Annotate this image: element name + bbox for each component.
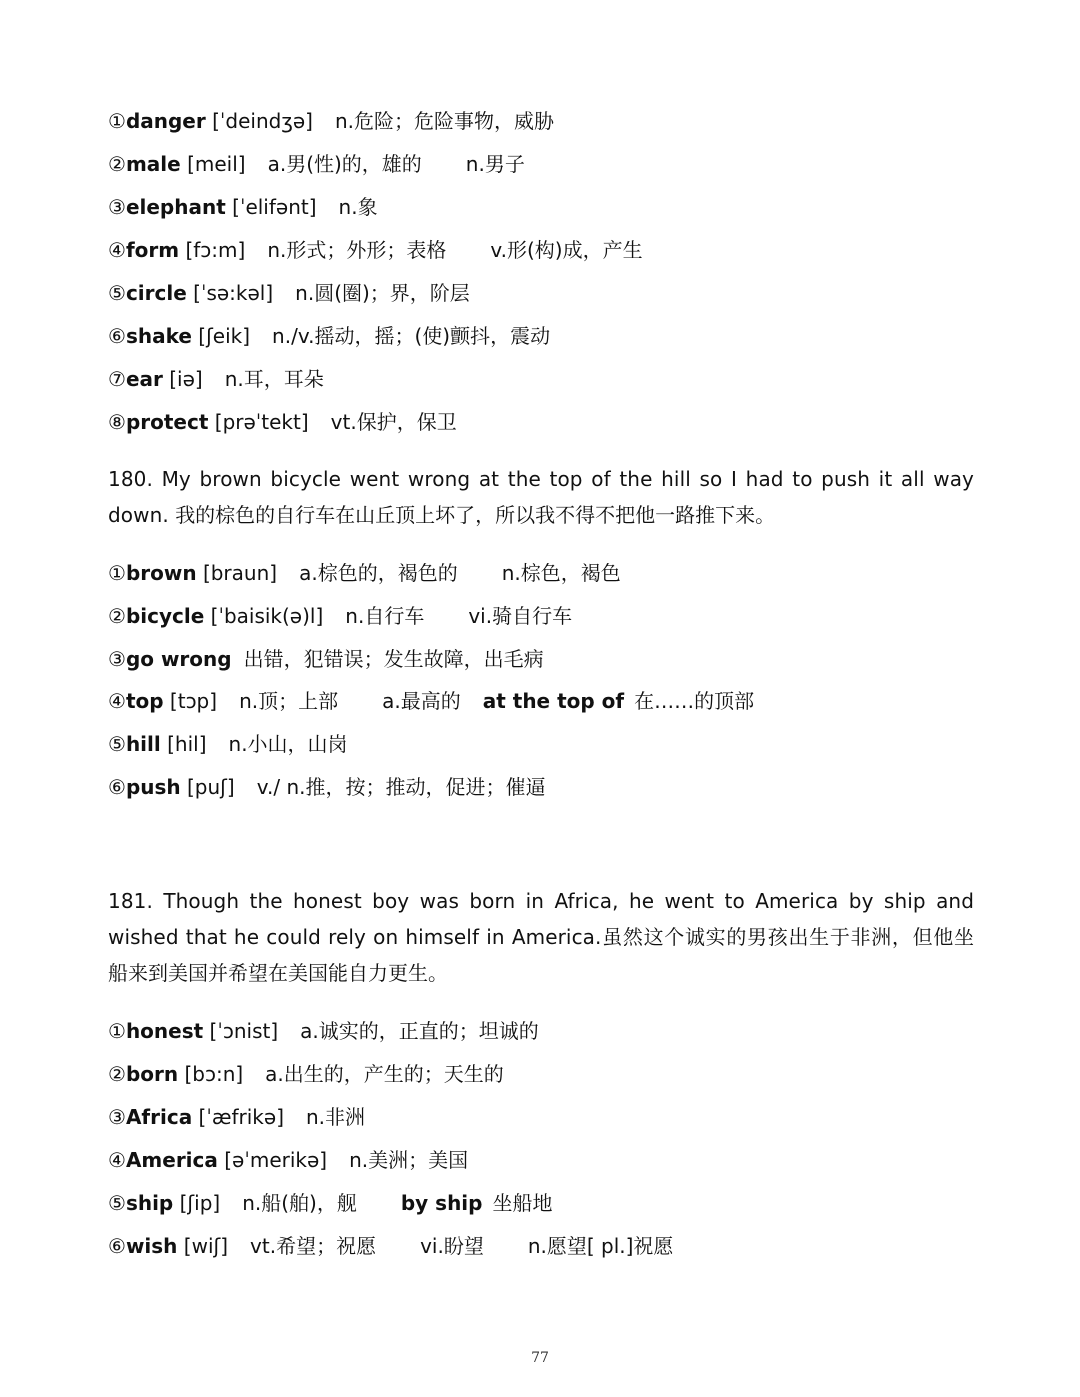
phonetic: [meil]	[187, 152, 246, 176]
vocab-entry-born	[108, 1060, 504, 1088]
headword: go wrong	[125, 647, 232, 671]
definition: 出错，犯错误；发生故障，出毛病	[243, 647, 544, 671]
vocab-entry-ear	[108, 365, 324, 393]
definition: n.象	[338, 195, 378, 219]
definition: vt.希望；祝愿	[250, 1234, 377, 1258]
entry-number: ⑦	[108, 367, 126, 391]
definition: n.小山，山岗	[228, 732, 348, 756]
phonetic: [iə]	[169, 367, 203, 391]
entry-number: ②	[108, 1062, 126, 1086]
definition: vt.保护，保卫	[330, 410, 457, 434]
page-number: 77	[531, 1350, 549, 1366]
entry-number: ⑥	[108, 775, 126, 799]
definition: a.出生的，产生的；天生的	[265, 1062, 504, 1086]
sentence-chinese: 我的棕色的自行车在山丘顶上坏了，所以我不得不把他一路推下来。	[175, 503, 776, 527]
vocab-entry-elephant	[108, 193, 378, 221]
phonetic: [ˈɔnist]	[209, 1019, 279, 1043]
phonetic: [ˈbaisik(ə)l]	[210, 604, 324, 628]
phonetic: [fɔ:m]	[185, 238, 246, 262]
headword: push	[125, 775, 181, 799]
entry-number: ③	[108, 1105, 126, 1129]
phonetic: [ˈsə:kəl]	[193, 281, 274, 305]
vocab-entry-top	[108, 687, 754, 715]
entry-number: ④	[108, 238, 126, 262]
entry-number: ⑥	[108, 1234, 126, 1258]
vocab-entry-hill	[108, 730, 348, 758]
headword: protect	[125, 410, 209, 434]
definition: a.棕色的，褐色的	[299, 561, 458, 585]
definition: n./v.摇动，摇；(使)颤抖，震动	[272, 324, 551, 348]
definition: n.自行车	[345, 604, 425, 628]
vocab-entry-form	[108, 236, 643, 264]
vocab-entry-america	[108, 1146, 468, 1174]
headword: bicycle	[125, 604, 205, 628]
headword: wish	[125, 1234, 178, 1258]
headword: top	[125, 689, 164, 713]
phonetic: [prəˈtekt]	[214, 410, 309, 434]
headword: circle	[125, 281, 187, 305]
entry-number: ⑧	[108, 410, 126, 434]
phonetic: [puʃ]	[187, 775, 235, 799]
phrase: by ship	[400, 1191, 483, 1215]
definition: v./ n.推，按；推动，促进；催逼	[256, 775, 546, 799]
headword: brown	[125, 561, 197, 585]
vocab-entry-protect	[108, 408, 457, 436]
entry-number: ②	[108, 152, 126, 176]
definition: n.危险；危险事物，威胁	[334, 109, 555, 133]
definition: a.诚实的，正直的；坦诚的	[300, 1019, 539, 1043]
example-sentence-181	[108, 883, 974, 991]
definition: n.圆(圈)；界，阶层	[295, 281, 470, 305]
entry-number: ④	[108, 689, 126, 713]
definition: vi.盼望	[420, 1234, 484, 1258]
phonetic: [hil]	[167, 732, 207, 756]
vocab-entry-go-wrong	[108, 645, 544, 673]
entry-number: ①	[108, 1019, 126, 1043]
definition: n.美洲；美国	[349, 1148, 469, 1172]
phonetic: [ˈelifənt]	[232, 195, 317, 219]
definition: n.顶；上部	[239, 689, 339, 713]
entry-number: ⑥	[108, 324, 126, 348]
entry-number: ③	[108, 195, 126, 219]
definition: n.愿望[ pl.]祝愿	[527, 1234, 674, 1258]
entry-number: ②	[108, 604, 126, 628]
entry-number: ⑤	[108, 732, 126, 756]
entry-number: ①	[108, 109, 126, 133]
vocab-entry-circle	[108, 279, 470, 307]
phonetic: [ʃip]	[179, 1191, 221, 1215]
definition: v.形(构)成，产生	[490, 238, 643, 262]
phrase: at the top of	[482, 689, 625, 713]
phonetic: [wiʃ]	[183, 1234, 229, 1258]
definition: n.非洲	[306, 1105, 366, 1129]
phonetic: [ˈdeindʒə]	[212, 109, 313, 133]
vocab-entry-bicycle	[108, 602, 572, 630]
entry-number: ①	[108, 561, 126, 585]
headword: male	[125, 152, 181, 176]
headword: Africa	[125, 1105, 193, 1129]
phrase-definition: 坐船地	[492, 1191, 553, 1215]
headword: shake	[125, 324, 192, 348]
phonetic: [bɔ:n]	[184, 1062, 244, 1086]
entry-number: ④	[108, 1148, 126, 1172]
entry-number: ③	[108, 647, 126, 671]
headword: ship	[125, 1191, 174, 1215]
headword: America	[125, 1148, 218, 1172]
vocab-entry-honest	[108, 1017, 539, 1045]
headword: danger	[125, 109, 206, 133]
vocab-entry-male	[108, 150, 525, 178]
definition: n.船(舶)，舰	[242, 1191, 357, 1215]
headword: hill	[125, 732, 161, 756]
headword: elephant	[125, 195, 226, 219]
entry-number: ⑤	[108, 1191, 126, 1215]
definition: n.形式；外形；表格	[267, 238, 447, 262]
sentence-english: 180. My brown bicycle went wrong at the top of the hill so I had to push it all way down.	[108, 467, 974, 527]
phonetic: [ʃeik]	[198, 324, 251, 348]
definition: a.男(性)的，雄的	[267, 152, 422, 176]
headword: honest	[125, 1019, 204, 1043]
vocab-entry-ship	[108, 1189, 552, 1217]
definition: n.棕色，褐色	[501, 561, 621, 585]
phonetic: [tɔp]	[169, 689, 218, 713]
vocab-entry-brown	[108, 559, 621, 587]
phrase-definition: 在……的顶部	[634, 689, 755, 713]
vocab-entry-africa	[108, 1103, 365, 1131]
definition: n.男子	[465, 152, 525, 176]
vocab-entry-danger	[108, 107, 554, 135]
headword: ear	[125, 367, 163, 391]
phonetic: [əˈmerikə]	[224, 1148, 328, 1172]
sentence-chinese: 虽然这个诚实的男孩出生于非洲，但他坐船来到美国并希望在美国能自力更生。	[108, 925, 974, 985]
definition: vi.骑自行车	[468, 604, 573, 628]
headword: born	[125, 1062, 179, 1086]
headword: form	[125, 238, 180, 262]
definition: n.耳，耳朵	[224, 367, 324, 391]
entry-number: ⑤	[108, 281, 126, 305]
vocab-entry-shake	[108, 322, 550, 350]
sentence-english: 181. Though the honest boy was born in Africa, he went to America by ship and wished that he could rely on himself in America.	[108, 889, 974, 949]
example-sentence-180	[108, 461, 974, 533]
vocab-entry-wish	[108, 1232, 673, 1260]
definition: a.最高的	[382, 689, 461, 713]
phonetic: [ˈæfrikə]	[198, 1105, 284, 1129]
phonetic: [braun]	[202, 561, 278, 585]
vocab-entry-push	[108, 773, 545, 801]
